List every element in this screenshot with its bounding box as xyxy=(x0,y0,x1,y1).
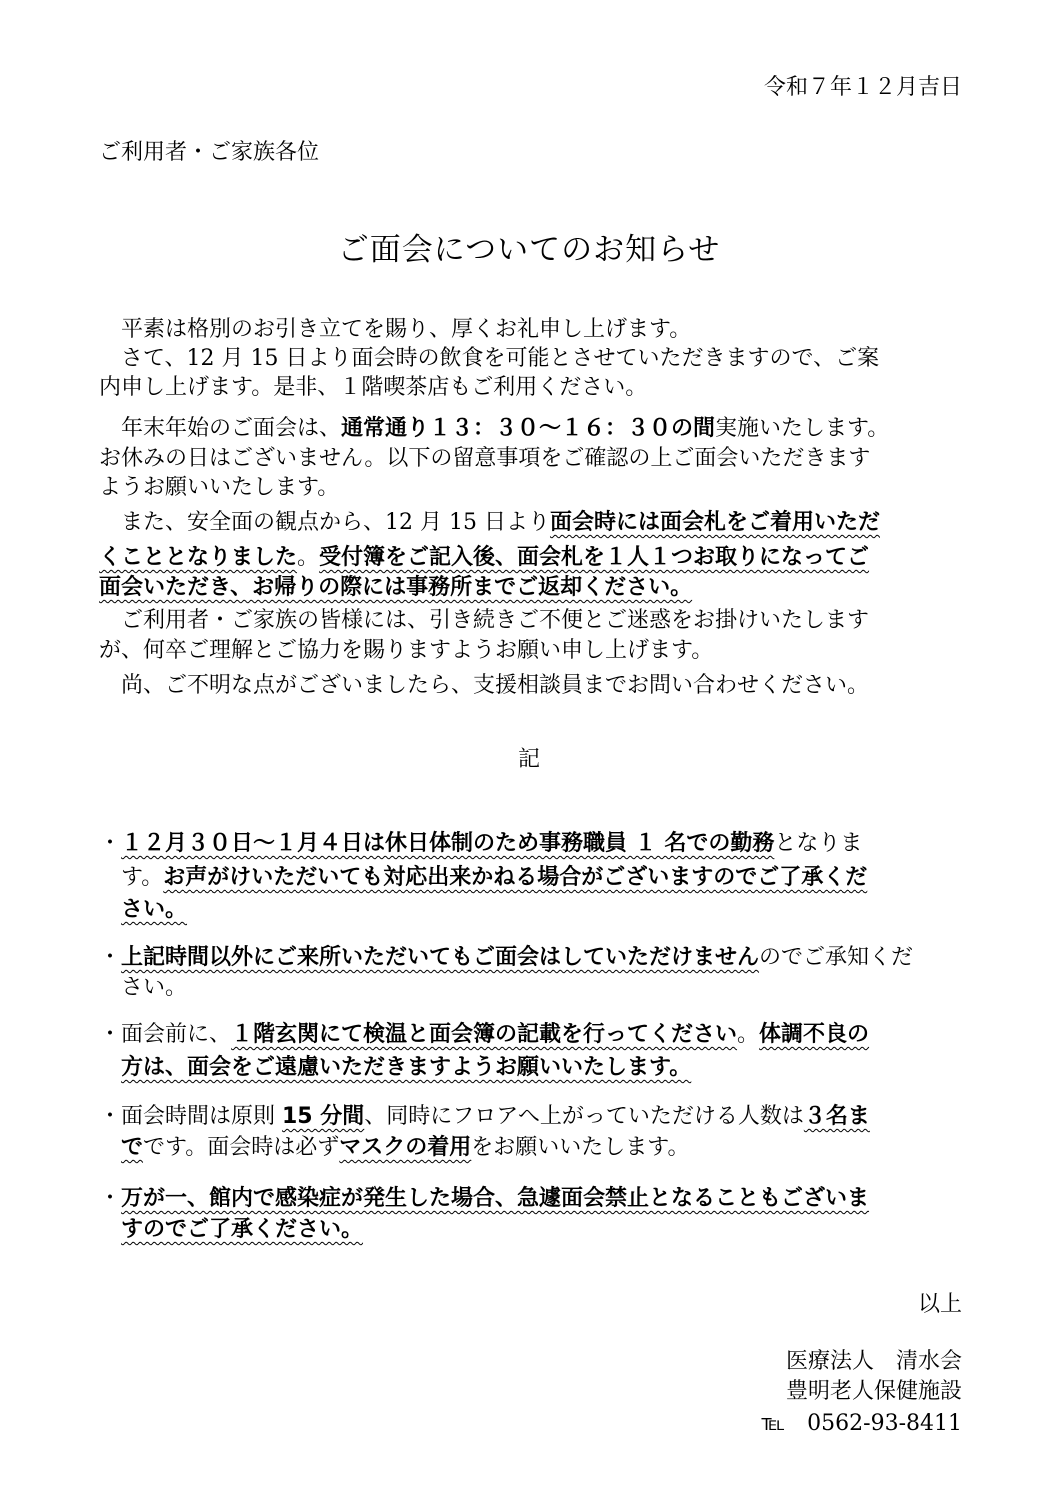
facility-name: 豊明老人保健施設 xyxy=(785,1379,962,1404)
body-paragraph-6: 尚、ご不明な点がございましたら、支援相談員までお問い合わせください。 xyxy=(99,673,870,698)
body-paragraph-5-line-1: ご利用者・ご家族の皆様には、引き続きご不便とご迷惑をお掛けいたします xyxy=(99,608,870,633)
organization-name: 医療法人 清水会 xyxy=(785,1349,962,1374)
body-paragraph-2-line-2: 内申し上げます。是非、１階喫茶店もご利用ください。 xyxy=(99,375,648,400)
visiting-hours: 通常通り１３：３０～１６：３０の間 xyxy=(341,416,716,441)
ki-heading: 記 xyxy=(517,747,540,772)
notice-item-1-line-3 xyxy=(99,892,963,923)
body-paragraph-1: 平素は格別のお引き立てを賜り、厚くお礼申し上げます。 xyxy=(99,317,692,342)
emphasis: お声がけいただいても対応出来かねる場合がございますのでご了承くだ xyxy=(163,865,868,890)
text: のでご承知くだ xyxy=(759,945,914,970)
text: 年末年始のご面会は、 xyxy=(99,416,342,441)
notice-item-2-line-1 xyxy=(99,940,963,971)
notice-item-5-line-2 xyxy=(99,1212,963,1243)
emphasis: 受付簿をご記入後、面会札を１人１つお取りになってご xyxy=(319,545,870,570)
bullet-dot: ・ xyxy=(99,945,122,970)
emphasis: 面会時には面会札をご着用いただ xyxy=(549,510,880,535)
emphasis: １２月３０日～１月４日は休日体制のため事務職員 １ 名での勤務 xyxy=(121,831,775,856)
text: です。面会時は必ず xyxy=(143,1135,340,1160)
document-title: ご面会についてのお知らせ xyxy=(337,232,721,268)
emphasis: １階玄関にて検温と面会簿の記載を行ってください xyxy=(231,1022,738,1047)
notice-item-3-line-1 xyxy=(99,1017,963,1048)
document-date: 令和７年１２月吉日 xyxy=(763,75,962,100)
emphasis: 面会いただき、お帰りの際には事務所までご返却ください。 xyxy=(99,575,693,600)
text: となりま xyxy=(774,831,863,856)
text: さい。 xyxy=(121,975,188,1000)
body-paragraph-4-line-2 xyxy=(99,540,963,571)
text: ・面会前に、 xyxy=(99,1022,232,1047)
body-paragraph-3-line-1 xyxy=(99,411,963,442)
emphasis: で xyxy=(121,1135,144,1160)
notice-item-4-line-1 xyxy=(99,1099,963,1130)
telephone: ℡ 0562-93-8411 xyxy=(761,1411,962,1436)
text: ・面会時間は原則 xyxy=(99,1104,282,1129)
text: をお願いいたします。 xyxy=(471,1135,690,1160)
bullet-dot: ・ xyxy=(99,1186,122,1211)
emphasis: 万が一、館内で感染症が発生した場合、急遽面会禁止となることもございま xyxy=(121,1186,870,1211)
text: また、安全面の観点から、12 月 15 日より xyxy=(99,510,550,535)
emphasis: 15 分間 xyxy=(282,1104,365,1129)
emphasis: くこととなりました xyxy=(99,545,298,570)
emphasis: マスクの着用 xyxy=(339,1135,472,1160)
closing: 以上 xyxy=(917,1292,962,1317)
notice-item-3-line-2 xyxy=(99,1050,963,1081)
bullet-dot: ・ xyxy=(99,831,122,856)
text: 、同時にフロアへ上がっていただける人数は xyxy=(364,1104,804,1129)
addressee: ご利用者・ご家族各位 xyxy=(99,140,320,165)
body-paragraph-2-line-1: さて、12 月 15 日より面会時の飲食を可能とさせていただきますので、ご案 xyxy=(99,346,880,371)
text: 。 xyxy=(737,1022,760,1047)
emphasis: すのでご了承ください。 xyxy=(121,1217,364,1242)
body-paragraph-3-line-3: ようお願いいたします。 xyxy=(99,475,340,500)
notice-item-2-line-2 xyxy=(99,970,963,1001)
emphasis: ３名ま xyxy=(803,1104,870,1129)
emphasis: 上記時間以外にご来所いただいてもご面会はしていただけません xyxy=(121,945,760,970)
emphasis: さい。 xyxy=(121,897,188,922)
emphasis: 体調不良の xyxy=(759,1022,870,1047)
notice-item-4-line-2 xyxy=(99,1130,963,1161)
body-paragraph-5-line-2: が、何卒ご理解とご協力を賜りますようお願い申し上げます。 xyxy=(99,638,714,663)
notice-item-1-line-1 xyxy=(99,826,963,857)
body-paragraph-4-line-3 xyxy=(99,570,963,601)
text: 実施いたします。 xyxy=(715,416,890,441)
body-paragraph-3-line-2: お休みの日はございません。以下の留意事項をご確認の上ご面会いただきます xyxy=(99,446,871,471)
text: す。 xyxy=(121,865,164,890)
notice-item-5-line-1 xyxy=(99,1181,963,1212)
body-paragraph-4-line-1 xyxy=(99,505,963,536)
notice-item-1-line-2 xyxy=(99,860,963,891)
emphasis: 方は、面会をご遠慮いただきますようお願いいたします。 xyxy=(121,1055,692,1080)
text: 。 xyxy=(297,545,320,570)
